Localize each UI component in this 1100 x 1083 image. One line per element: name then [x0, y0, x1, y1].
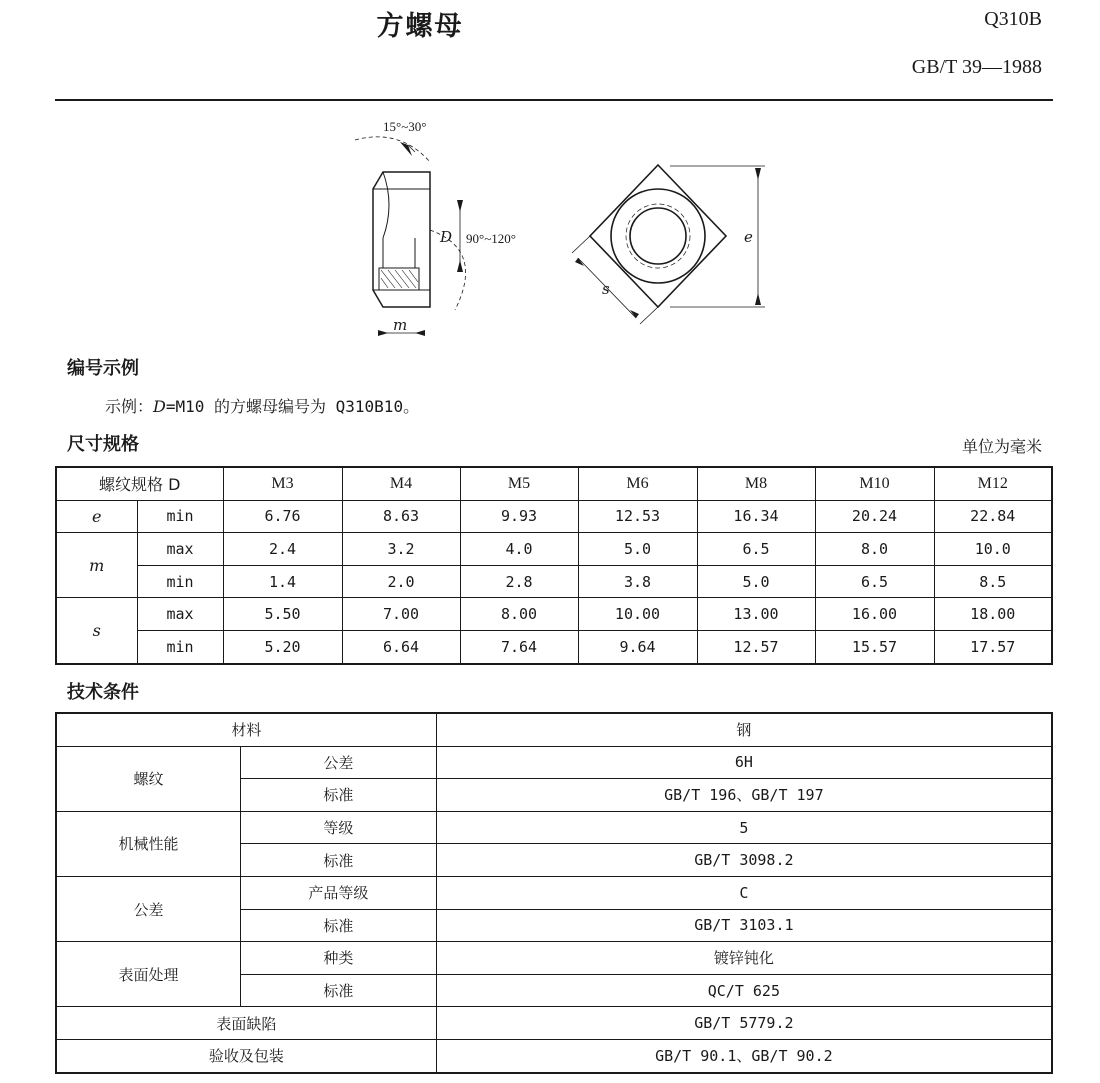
acceptance-label: 验收及包装 — [56, 1039, 436, 1072]
property-value: GB/T 196、GB/T 197 — [436, 779, 1052, 812]
example-heading: 编号示例 — [67, 358, 139, 379]
dimensions-heading: 尺寸规格 — [67, 434, 139, 455]
value-cell: 9.64 — [578, 630, 697, 663]
value-cell: 22.84 — [934, 500, 1052, 533]
value-cell: 7.64 — [460, 630, 578, 663]
bound-cell: min — [137, 630, 223, 663]
standard-number: GB/T 39—1988 — [911, 56, 1042, 78]
property-value: QC/T 625 — [436, 974, 1052, 1007]
property-name: 标准 — [241, 844, 437, 877]
table-header-row — [56, 467, 1052, 500]
value-cell: 6.5 — [815, 565, 934, 598]
value-cell: 16.00 — [815, 598, 934, 631]
nut-side-outline — [373, 172, 430, 307]
value-cell: 20.24 — [815, 500, 934, 533]
bound-cell: max — [137, 598, 223, 631]
value-cell: 6.64 — [342, 630, 460, 663]
property-value: GB/T 3103.1 — [436, 909, 1052, 942]
size-cell: M12 — [934, 467, 1052, 500]
symbol-cell: e — [56, 500, 137, 533]
surface-defect-label: 表面缺陷 — [56, 1007, 436, 1040]
group-name: 机械性能 — [56, 811, 241, 876]
value-cell: 8.0 — [815, 533, 934, 566]
table-row — [56, 533, 1052, 566]
size-cell: M6 — [578, 467, 697, 500]
label-s: s — [602, 280, 610, 298]
value-cell: 18.00 — [934, 598, 1052, 631]
value-cell: 5.50 — [223, 598, 342, 631]
value-cell: 9.93 — [460, 500, 578, 533]
value-cell: 2.0 — [342, 565, 460, 598]
thread-hatch — [381, 270, 418, 288]
label-m: m — [393, 316, 408, 334]
size-cell: M4 — [342, 467, 460, 500]
table-row — [56, 500, 1052, 533]
value-cell: 12.57 — [697, 630, 815, 663]
unit-note: 单位为毫米 — [961, 437, 1042, 456]
value-cell: 7.00 — [342, 598, 460, 631]
group-name: 公差 — [56, 876, 241, 941]
value-cell: 6.5 — [697, 533, 815, 566]
angle-side-label: 90°~120° — [466, 231, 516, 246]
value-cell: 16.34 — [697, 500, 815, 533]
value-cell: 3.2 — [342, 533, 460, 566]
value-cell: 13.00 — [697, 598, 815, 631]
property-name: 等级 — [241, 811, 437, 844]
square-nut-drawing — [0, 104, 1100, 344]
page-title: 方螺母 — [376, 11, 464, 42]
dimensions-table — [55, 466, 1053, 665]
value-cell: 10.0 — [934, 533, 1052, 566]
value-cell: 5.20 — [223, 630, 342, 663]
bound-cell: min — [137, 565, 223, 598]
value-cell: 5.0 — [578, 533, 697, 566]
bound-cell: max — [137, 533, 223, 566]
header-rule — [55, 99, 1053, 101]
table-row — [56, 630, 1052, 663]
part-code: Q310B — [984, 8, 1042, 30]
value-cell: 3.8 — [578, 565, 697, 598]
symbol-cell: m — [56, 533, 137, 598]
value-cell: 5.0 — [697, 565, 815, 598]
property-name: 种类 — [241, 942, 437, 975]
property-name: 产品等级 — [241, 876, 437, 909]
acceptance-value: GB/T 90.1、GB/T 90.2 — [436, 1039, 1052, 1072]
material-value: 钢 — [436, 713, 1052, 746]
value-cell: 6.76 — [223, 500, 342, 533]
property-value: 5 — [436, 811, 1052, 844]
table-row — [56, 876, 1052, 909]
surface-defect-value: GB/T 5779.2 — [436, 1007, 1052, 1040]
example-prefix: 示例： — [105, 397, 154, 416]
size-cell: M5 — [460, 467, 578, 500]
value-cell: 8.5 — [934, 565, 1052, 598]
table-row — [56, 746, 1052, 779]
header-label: 螺纹规格 D — [56, 467, 223, 500]
value-cell: 12.53 — [578, 500, 697, 533]
property-value: C — [436, 876, 1052, 909]
bound-cell: min — [137, 500, 223, 533]
label-d: D — [440, 228, 453, 246]
angle-top-label: 15°~30° — [383, 119, 427, 134]
example-body: =M10 的方螺母编号为 Q310B10。 — [165, 397, 420, 416]
table-row — [56, 1039, 1052, 1072]
symbol-cell: s — [56, 598, 137, 664]
value-cell: 2.8 — [460, 565, 578, 598]
property-name: 标准 — [241, 909, 437, 942]
value-cell: 8.00 — [460, 598, 578, 631]
group-name: 表面处理 — [56, 942, 241, 1007]
value-cell: 15.57 — [815, 630, 934, 663]
group-name: 螺纹 — [56, 746, 241, 811]
value-cell: 8.63 — [342, 500, 460, 533]
property-name: 标准 — [241, 779, 437, 812]
table-row — [56, 713, 1052, 746]
value-cell: 2.4 — [223, 533, 342, 566]
value-cell: 4.0 — [460, 533, 578, 566]
value-cell: 10.00 — [578, 598, 697, 631]
property-value: GB/T 3098.2 — [436, 844, 1052, 877]
material-label: 材料 — [56, 713, 436, 746]
table-row — [56, 811, 1052, 844]
size-cell: M8 — [697, 467, 815, 500]
property-value: 镀锌钝化 — [436, 942, 1052, 975]
tech-heading: 技术条件 — [67, 682, 139, 703]
table-row — [56, 565, 1052, 598]
property-name: 公差 — [241, 746, 437, 779]
example-var: D — [153, 397, 166, 416]
example-text — [105, 394, 419, 417]
size-cell: M10 — [815, 467, 934, 500]
value-cell: 1.4 — [223, 565, 342, 598]
property-value: 6H — [436, 746, 1052, 779]
tech-table — [55, 712, 1053, 1074]
property-name: 标准 — [241, 974, 437, 1007]
table-row — [56, 598, 1052, 631]
size-cell: M3 — [223, 467, 342, 500]
table-row — [56, 1007, 1052, 1040]
table-row — [56, 942, 1052, 975]
label-e: e — [744, 228, 753, 246]
value-cell: 17.57 — [934, 630, 1052, 663]
